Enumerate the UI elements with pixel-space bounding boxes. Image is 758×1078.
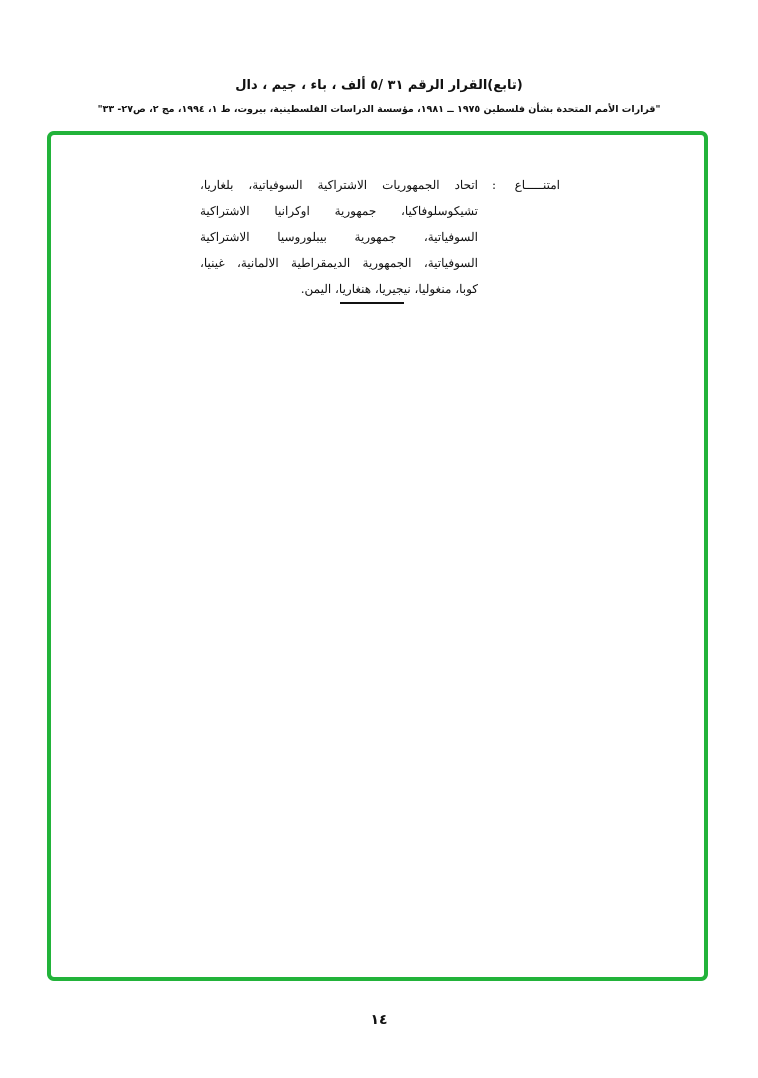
abstaining-countries (200, 172, 478, 302)
source-citation: "قرارات الأمم المتحدة بشأن فلسطين ١٩٧٥ ــ ١٩٨١، مؤسسة الدراسات الفلسطينية، بيروت، ط ١، ١٩٩٤، مج ٢، ص٢٧- ٣٣" (97, 104, 661, 115)
label-separator: : (491, 178, 496, 192)
country-line: كوبا، منغوليا، نيجيريا، هنغاريا، اليمن. (300, 282, 478, 296)
abstention-label: امتنـــــاع (514, 178, 560, 192)
resolution-title: (تابع)القرار الرقم ٣١ /٥ ألف ، باء ، جيم ، دال (235, 78, 523, 93)
country-line: اتحاد الجمهوريات الاشتراكية السوفياتية، بلغاريا، (200, 178, 478, 192)
page-number: ١٤ (370, 1012, 388, 1028)
country-line: السوفياتية، جمهورية بيبلوروسيا الاشتراكية (200, 230, 478, 244)
country-line: السوفياتية، الجمهورية الديمقراطية الالمانية، غينيا، (200, 256, 478, 270)
country-line: تشيكوسلوفاكيا، جمهورية اوكرانيا الاشتراكية (200, 204, 478, 218)
end-underline (340, 302, 404, 304)
